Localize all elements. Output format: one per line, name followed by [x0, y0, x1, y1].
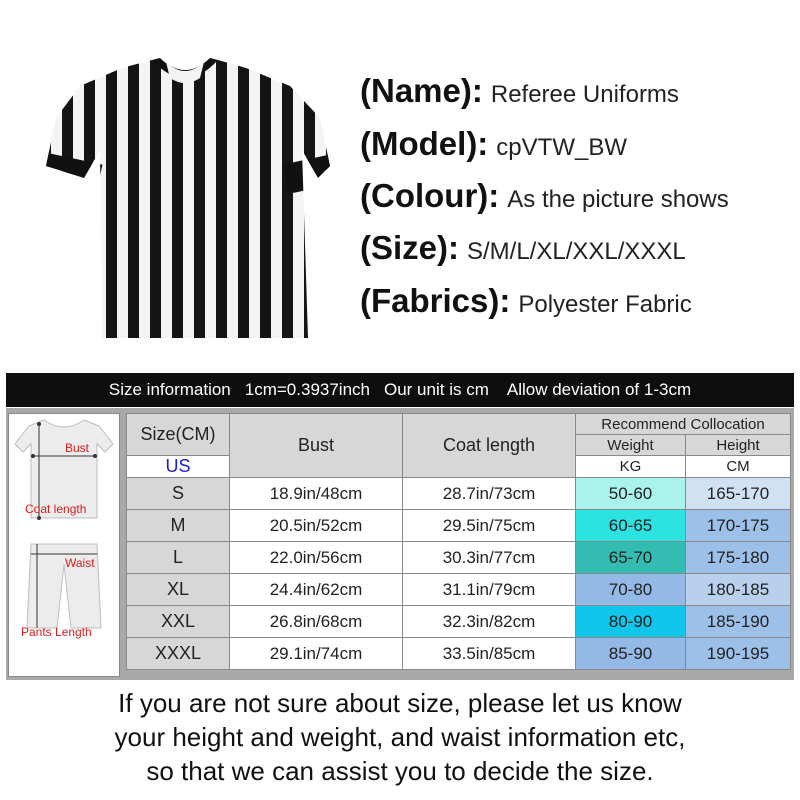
weight-cell: 70-80 [576, 574, 686, 606]
header-weight: Weight [576, 435, 686, 456]
height-cell: 165-170 [686, 478, 791, 510]
measurement-figure [8, 413, 120, 677]
spec-name-key: (Name): [360, 72, 483, 109]
referee-shirt-image [40, 38, 330, 338]
coat-cell: 28.7in/73cm [403, 478, 576, 510]
spec-fabrics-key: (Fabrics): [360, 282, 511, 319]
coat-cell: 29.5in/75cm [403, 510, 576, 542]
table-row [127, 574, 791, 606]
table-row [127, 510, 791, 542]
table-row [127, 542, 791, 574]
label-waist: Waist [65, 556, 95, 570]
weight-cell: 85-90 [576, 638, 686, 670]
table-row [127, 478, 791, 510]
bust-cell: 26.8in/68cm [230, 606, 403, 638]
banner-conversion: 1cm=0.3937inch [244, 380, 370, 399]
spec-name-value: Referee Uniforms [490, 81, 679, 108]
banner-deviation: Allow deviation of 1-3cm [506, 380, 692, 399]
spec-size-key: (Size): [360, 229, 459, 266]
table-row [127, 606, 791, 638]
size-cell: L [127, 542, 230, 574]
table-row [127, 638, 791, 670]
spec-colour [360, 177, 729, 215]
spec-size-value: S/M/L/XL/XXL/XXXL [467, 238, 686, 265]
weight-cell: 50-60 [576, 478, 686, 510]
size-table [126, 413, 791, 670]
spec-size [360, 229, 686, 267]
coat-cell: 33.5in/85cm [403, 638, 576, 670]
bust-cell: 29.1in/74cm [230, 638, 403, 670]
bust-cell: 22.0in/56cm [230, 542, 403, 574]
spec-name [360, 72, 679, 110]
header-kg: KG [576, 456, 686, 478]
spec-fabrics [360, 282, 692, 320]
weight-cell: 60-65 [576, 510, 686, 542]
size-cell: XXL [127, 606, 230, 638]
coat-cell: 30.3in/77cm [403, 542, 576, 574]
size-cell: XL [127, 574, 230, 606]
label-pants-length: Pants Length [21, 625, 92, 639]
size-cell: XXXL [127, 638, 230, 670]
bust-cell: 18.9in/48cm [230, 478, 403, 510]
spec-colour-value: As the picture shows [507, 186, 729, 213]
spec-fabrics-value: Polyester Fabric [518, 291, 692, 318]
height-cell: 190-195 [686, 638, 791, 670]
height-cell: 185-190 [686, 606, 791, 638]
coat-cell: 31.1in/79cm [403, 574, 576, 606]
size-info-banner [6, 373, 794, 407]
note-line: so that we can assist you to decide the size. [146, 756, 654, 786]
spec-colour-key: (Colour): [360, 177, 500, 214]
coat-cell: 32.3in/82cm [403, 606, 576, 638]
height-cell: 175-180 [686, 542, 791, 574]
header-cm: CM [686, 456, 791, 478]
note-line: your height and weight, and waist information etc, [114, 722, 686, 752]
weight-cell: 65-70 [576, 542, 686, 574]
spec-model-key: (Model): [360, 125, 489, 162]
header-coat-length: Coat length [403, 414, 576, 478]
header-bust: Bust [230, 414, 403, 478]
banner-title: Size information [108, 380, 231, 399]
header-height: Height [686, 435, 791, 456]
size-help-note [0, 686, 800, 788]
size-cell: M [127, 510, 230, 542]
header-size: Size(CM) [127, 414, 230, 456]
bust-cell: 24.4in/62cm [230, 574, 403, 606]
size-cell: S [127, 478, 230, 510]
weight-cell: 80-90 [576, 606, 686, 638]
spec-model-value: cpVTW_BW [496, 134, 627, 161]
spec-model [360, 125, 627, 163]
banner-unit: Our unit is cm [384, 380, 489, 399]
header-us: US [127, 456, 230, 478]
height-cell: 170-175 [686, 510, 791, 542]
bust-cell: 20.5in/52cm [230, 510, 403, 542]
note-line: If you are not sure about size, please let us know [118, 688, 682, 718]
label-bust: Bust [65, 441, 90, 455]
label-coat-length: Coat length [25, 502, 87, 516]
header-recommend: Recommend Collocation [576, 414, 791, 435]
height-cell: 180-185 [686, 574, 791, 606]
